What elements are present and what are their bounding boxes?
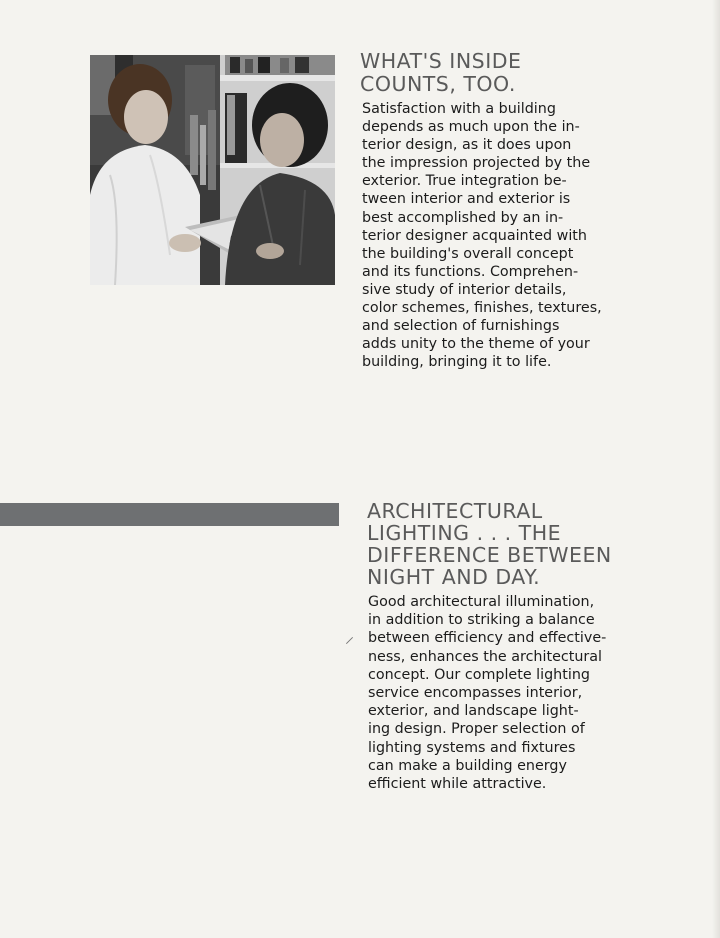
body-line: terior designer acquainted with	[362, 227, 587, 244]
body-line: best accomplished by an in-	[362, 209, 564, 226]
heading-line: LIGHTING . . . THE	[367, 521, 562, 545]
body-line: ing design. Proper selection of	[368, 721, 585, 738]
body-line: ness, enhances the architectural	[368, 648, 602, 665]
body-line: in addition to striking a balance	[368, 612, 595, 629]
body-line: tween interior and exterior is	[362, 191, 571, 208]
heading-line: DIFFERENCE BETWEEN	[367, 543, 612, 567]
body-line: terior design, as it does upon	[362, 137, 572, 154]
body-line: between efficiency and effective-	[368, 630, 607, 647]
body-line: Good architectural illumination,	[368, 594, 595, 610]
page-edge-shadow	[712, 0, 720, 938]
body-line: exterior, and landscape light-	[368, 703, 579, 720]
heading-line: ARCHITECTURAL	[367, 499, 543, 523]
body-line: service encompasses interior,	[368, 685, 583, 702]
body-line: exterior. True integration be-	[362, 173, 567, 190]
interior-designers-photo	[90, 55, 335, 285]
body-line: the building's overall concept	[362, 245, 574, 262]
body-line: and selection of furnishings	[362, 318, 560, 335]
body-line: efficient while attractive.	[368, 776, 547, 793]
body-line: can make a building energy	[368, 757, 567, 774]
heading-line: WHAT'S INSIDE	[360, 49, 522, 73]
body-line: lighting systems and fixtures	[368, 739, 576, 756]
body-line: and its functions. Comprehen-	[362, 263, 579, 280]
body-line: building, bringing it to life.	[362, 354, 552, 371]
heading-line: COUNTS, TOO.	[360, 72, 516, 96]
body-line: the impression projected by the	[362, 155, 591, 172]
body-line: depends as much upon the in-	[362, 119, 580, 136]
section-heading-interior	[360, 50, 521, 96]
body-line: adds unity to the theme of your	[362, 336, 590, 353]
body-line: concept. Our complete lighting	[368, 666, 590, 683]
section-divider-band	[0, 503, 339, 526]
body-line: Satisfaction with a building	[362, 101, 556, 117]
section-body-lighting	[368, 593, 606, 793]
body-line: sive study of interior details,	[362, 281, 567, 298]
body-line: color schemes, finishes, textures,	[362, 300, 602, 317]
section-body-interior	[362, 100, 602, 371]
section-heading-lighting	[367, 500, 612, 588]
stray-pen-mark	[346, 637, 353, 644]
heading-line: NIGHT AND DAY.	[367, 565, 541, 589]
